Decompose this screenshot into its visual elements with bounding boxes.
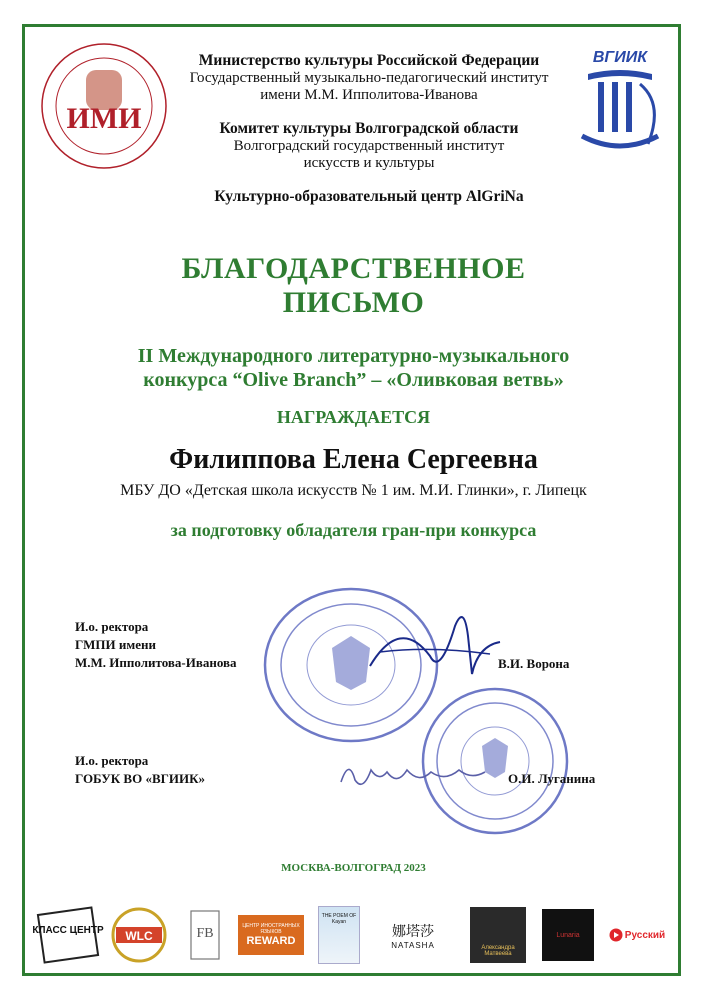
signer2-name: О.И. Луганина	[508, 771, 596, 786]
organizations-header	[170, 52, 568, 206]
place-year: МОСКВА-ВОЛГОГРАД 2023	[281, 862, 426, 874]
sponsor-reward-logo: ЦЕНТР ИНОСТРАННЫХ ЯЗЫКОВ REWARD	[236, 904, 306, 966]
signer2-line2: ГОБУК ВО «ВГИИК»	[75, 771, 206, 786]
signer1-line3: М.М. Ипполитова-Иванова	[75, 655, 237, 670]
vgiik-logo-text: ВГИИК	[592, 49, 648, 66]
org1-title: Министерство культуры Российской Федерации	[198, 52, 540, 69]
letter-title	[0, 252, 707, 320]
gmpi-logo-letters: ИМИ	[66, 102, 142, 135]
contest-line1: II Международного литературно-музыкального	[137, 345, 570, 367]
sponsor-klass-center-logo	[32, 904, 104, 966]
org2-title: Комитет культуры Волгоградской области	[219, 120, 519, 137]
signer1-line2: ГМПИ имени	[75, 637, 156, 652]
signer2-position	[75, 752, 275, 788]
contest-line2: конкурса “Olive Branch” – «Оливковая ветвь»	[143, 369, 564, 391]
signer1-name: В.И. Ворона	[498, 656, 570, 671]
sponsor-natasha-logo: 娜塔莎 NATASHA	[391, 923, 435, 950]
contest-name	[0, 344, 707, 392]
svg-text:КЛАСС ЦЕНТР: КЛАСС ЦЕНТР	[32, 925, 104, 936]
title-line1: БЛАГОДАРСТВЕННОЕ	[181, 252, 526, 285]
svg-text:WLC: WLC	[125, 929, 153, 943]
sponsor-poem-book-logo: THE POEM OF Kayan	[314, 904, 364, 966]
svg-text:FB: FB	[196, 926, 214, 941]
org2-line3: искусств и культуры	[303, 155, 435, 171]
recipient-institution: МБУ ДО «Детская школа искусств № 1 им. М.И. Глинки», г. Липецк	[120, 482, 587, 499]
signature-luganina	[335, 752, 495, 796]
sponsor-fb-logo	[180, 904, 230, 966]
sponsor-wlc-logo	[104, 904, 174, 966]
signer2-line1: И.о. ректора	[75, 753, 149, 768]
signer1-line1: И.о. ректора	[75, 619, 149, 634]
vgiik-logo	[568, 44, 672, 162]
awarded-label: НАГРАЖДАЕТСЯ	[276, 407, 431, 427]
title-line2: ПИСЬМО	[282, 286, 425, 319]
org3-title: Культурно-образовательный центр AlGriNa	[214, 188, 524, 205]
award-reason: за подготовку обладателя гран-при конкурса	[170, 520, 537, 540]
recipient-name: Филиппова Елена Сергеевна	[169, 444, 538, 475]
gmpi-logo	[38, 40, 170, 172]
sponsor-russkiy-logo: Русский	[604, 904, 670, 966]
signature-vorona	[360, 596, 510, 692]
sponsor-lunaria-logo: Lunaria	[540, 904, 596, 966]
org1-line2: Государственный музыкально-педагогический институт	[189, 70, 549, 86]
signer1-position	[75, 618, 275, 672]
org2-line2: Волгоградский государственный институт	[233, 138, 505, 154]
org1-line3: имени М.М. Ипполитова-Иванова	[260, 87, 478, 103]
sponsor-matveeva-logo: Александра Матвеева	[468, 904, 528, 966]
